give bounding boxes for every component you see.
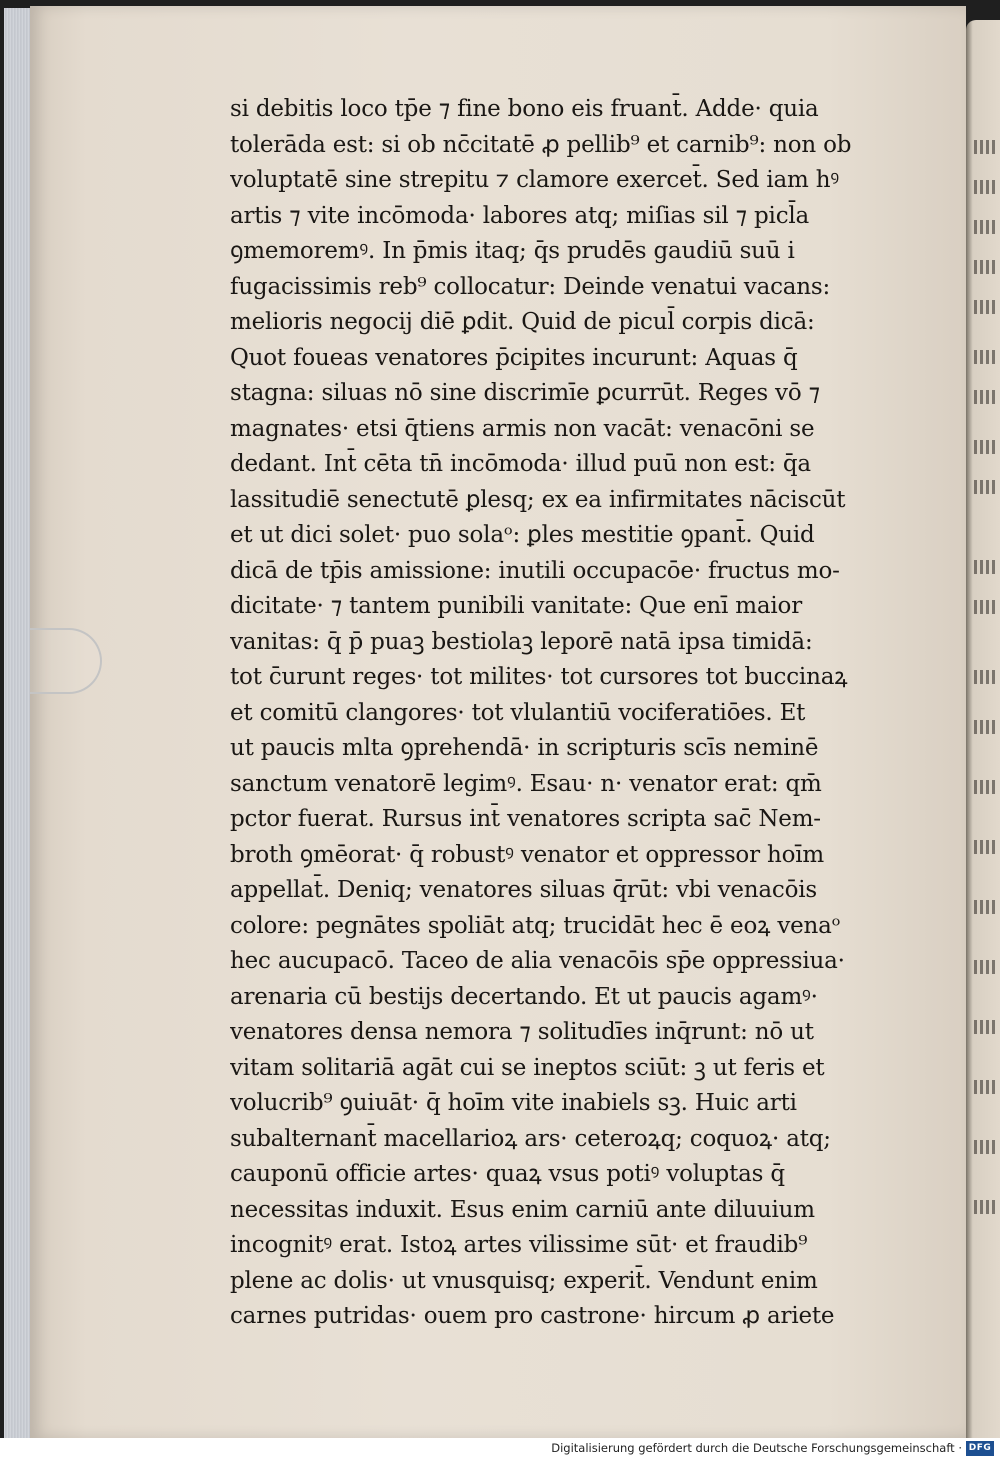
text-line: tolerāda est: si ob nc̄citatē ꝓ pellib⁹ et carnib⁹: non ob — [230, 131, 852, 158]
facing-text-fragment — [974, 260, 998, 274]
text-line: vitam solitariā agāt cui se ineptos sciūt: ꝫ ut feris et — [230, 1054, 825, 1081]
facing-text-fragment — [974, 560, 998, 574]
dfg-logo: DFG — [966, 1441, 994, 1456]
clip-tab — [30, 628, 102, 694]
text-line: stagna: siluas nō sine discrimīe ꝑcurrūt. Reges vō ⁊ — [230, 380, 820, 406]
text-line: melioris negocij diē ꝑdit. Quid de picul̄ corpis dicā: — [230, 309, 815, 335]
facing-text-fragment — [974, 1140, 998, 1154]
facing-text-fragment — [974, 670, 998, 684]
funding-credit: Digitalisierung gefördert durch die Deutsche Forschungsgemeinschaft · — [551, 1441, 962, 1455]
facing-text-fragment — [974, 180, 998, 194]
text-line: pctor fuerat. Rursus int̄ venatores scripta sac̄ Nem- — [230, 806, 821, 832]
text-line: subalternant̄ macellarioꝝ ars· ceteroꝝq; coquoꝝ· atq; — [230, 1125, 831, 1152]
text-line: carnes putridas· ouem pro castrone· hircum ꝓ ariete — [230, 1303, 835, 1329]
text-line: venatores densa nemora ⁊ solitudīes inq̄runt: nō ut — [230, 1019, 814, 1045]
facing-text-fragment — [974, 220, 998, 234]
text-line: ut paucis mlta ꝯprehendā· in scripturis scīs neminē — [230, 735, 819, 761]
facing-text-fragment — [974, 720, 998, 734]
text-line: dedant. Int̄ cēta tn̄ incōmoda· illud puū non est: q̄a — [230, 451, 811, 477]
facing-text-fragment — [974, 480, 998, 494]
text-line: si debitis loco tp̄e ⁊ fine bono eis fruant̄. Adde· quia — [230, 96, 819, 122]
text-line: Quot foueas venatores p̄cipites incurunt: Aquas q̄ — [230, 344, 798, 371]
facing-page-edge — [966, 20, 1000, 1438]
text-line: cauponū officie artes· quaꝝ vsus potiꝰ voluptas q̄ — [230, 1161, 785, 1187]
text-line: et comitū clangores· tot vlulantiū vociferatiōes. Et — [230, 699, 806, 726]
facing-text-fragment — [974, 140, 998, 154]
text-line: appellat̄. Deniq; venatores siluas q̄rūt: vbi venacōis — [230, 877, 817, 903]
facing-text-fragment — [974, 390, 998, 404]
facing-text-fragment — [974, 1020, 998, 1034]
facing-text-fragment — [974, 900, 998, 914]
text-line: dicitate· ⁊ tantem punibili vanitate: Que enī maior — [230, 593, 802, 619]
facing-text-fragment — [974, 840, 998, 854]
text-line: incognitꝰ erat. Istoꝝ artes vilissime sūt· et fraudib⁹ — [230, 1232, 808, 1258]
facing-text-fragment — [974, 440, 998, 454]
facing-text-fragment — [974, 600, 998, 614]
text-line: sanctum venatorē legimꝰ. Esau· n· venator erat: qm̄ — [230, 770, 822, 797]
facing-text-fragment — [974, 350, 998, 364]
text-line: voluptatē sine strepitu ⁊ clamore exercet̄. Sed iam hꝰ — [230, 167, 839, 193]
facing-text-fragment — [974, 1200, 998, 1214]
text-line: broth ꝯmēorat· q̄ robustꝰ venator et oppressor hoīm — [230, 841, 825, 868]
text-line: volucrib⁹ ꝯuiuāt· q̄ hoīm vite inabiels sꝫ. Huic arti — [230, 1090, 797, 1116]
text-line: dicā de tp̄is amissione: inutili occupacōe· fructus mo- — [230, 557, 840, 584]
page-edges — [4, 8, 31, 1438]
text-line: et ut dici solet· puo solaᵒ: ꝑles mestitie ꝯpant̄. Quid — [230, 522, 815, 548]
text-line: artis ⁊ vite incōmoda· labores atq; miſias sil ⁊ picl̄a — [230, 202, 810, 229]
text-line: hec aucupacō. Taceo de alia venacōis sp̄e oppressiua· — [230, 948, 845, 974]
text-line: arenaria cū bestijs decertando. Et ut paucis agamꝰ· — [230, 983, 818, 1010]
facing-text-fragment — [974, 960, 998, 974]
text-line: magnates· etsi q̄tiens armis non vacāt: venacōni se — [230, 415, 815, 442]
text-line: lassitudiē senectutē ꝑlesq; ex ea infirmitates nāciscūt — [230, 486, 846, 513]
text-line: ꝯmemoremꝰ. In p̄mis itaq; q̄s prudēs gaudiū suū i — [230, 238, 795, 264]
facing-text-fragment — [974, 300, 998, 314]
footer-bar — [0, 1438, 1000, 1460]
text-block — [230, 92, 862, 1335]
text-line: vanitas: q̄ p̄ puaꝫ bestiolaꝫ leporē natā ipsa timidā: — [230, 628, 813, 655]
facing-text-fragment — [974, 780, 998, 794]
text-line: necessitas induxit. Esus enim carniū ante diluuium — [230, 1196, 815, 1223]
text-line: colore: pegnātes spoliāt atq; trucidāt hec ē eoꝝ venaᵒ — [230, 912, 841, 939]
text-line: tot c̄urunt reges· tot milites· tot cursores tot buccinaꝝ — [230, 664, 848, 690]
text-line: fugacissimis reb⁹ collocatur: Deinde venatui vacans: — [230, 273, 831, 300]
text-line: plene ac dolis· ut vnusquisq; experit̄. Vendunt enim — [230, 1267, 818, 1294]
facing-text-fragment — [974, 1080, 998, 1094]
